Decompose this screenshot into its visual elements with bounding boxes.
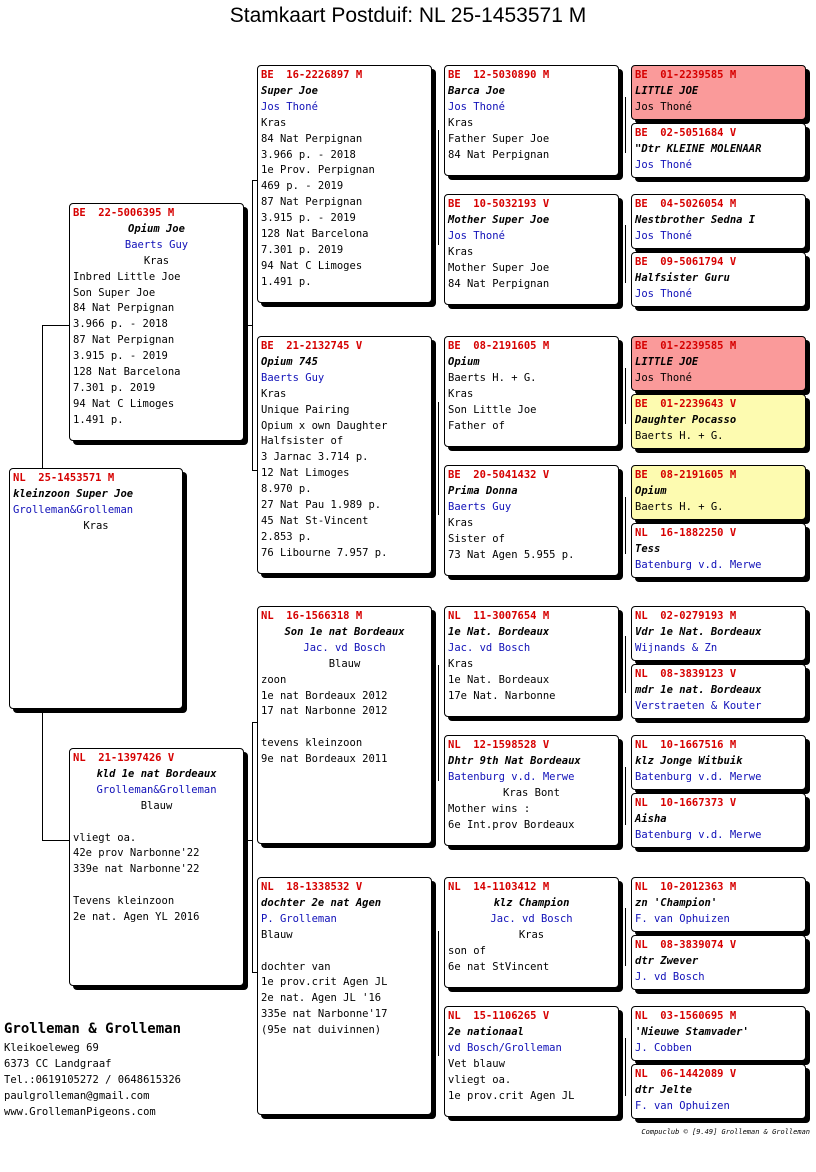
card-line: Dhtr 9th Nat Bordeaux (448, 754, 581, 767)
ring-number: BE 01-2239585 M (635, 340, 737, 352)
card-line: Tevens kleinzoon (73, 895, 175, 908)
ring-number: NL 14-1103412 M (448, 881, 550, 893)
connector (625, 908, 626, 966)
card-line: Blauw (140, 799, 173, 812)
connector (42, 710, 43, 840)
card-line: Jos Thoné (635, 287, 692, 300)
card-line: 94 Nat C Limoges (261, 259, 363, 272)
card-line: 3 Jarnac 3.714 p. (261, 451, 369, 464)
card-line: 3.915 p. - 2019 (261, 212, 356, 225)
card-line: Mother Super Joe (448, 261, 550, 274)
connector (438, 130, 439, 245)
page-title: Stamkaart Postduif: NL 25-1453571 M (229, 4, 587, 27)
connector (244, 325, 252, 326)
card-line (261, 944, 428, 960)
pigeon-card-ssd[interactable] (444, 194, 619, 305)
card-line: Super Joe (261, 84, 318, 97)
card-line: Baerts H. + G. (635, 500, 724, 513)
card-line: 45 Nat St-Vincent (261, 514, 369, 527)
card-line: Son Super Joe (73, 286, 156, 299)
connector (252, 722, 253, 972)
card-line: (95e nat duivinnen) (261, 1024, 382, 1037)
pigeon-card-ddd[interactable] (444, 1006, 619, 1117)
pigeon-card-sds[interactable] (444, 336, 619, 447)
card-line: Kras (448, 657, 474, 670)
pigeon-card-g11[interactable] (631, 735, 806, 790)
ring-number: NL 11-3007654 M (448, 610, 550, 622)
card-line: "Dtr KLEINE MOLENAAR (635, 142, 762, 155)
card-line: Kras (448, 245, 474, 258)
card-line: 3.966 p. - 2018 (73, 318, 168, 331)
connector (244, 840, 252, 841)
pigeon-card-g12[interactable] (631, 793, 806, 848)
card-line: Kras (448, 387, 474, 400)
card-line: 128 Nat Barcelona (73, 366, 181, 379)
card-line: F. van Ophuizen (635, 912, 730, 925)
card-line: 6e Int.prov Bordeaux (448, 818, 575, 831)
card-line: Baerts H. + G. (635, 429, 724, 442)
card-line: Baerts Guy (448, 500, 512, 513)
connector (625, 497, 626, 554)
card-line: Kras (83, 519, 109, 532)
pigeon-card-g15[interactable] (631, 1006, 806, 1061)
card-line: 3.966 p. - 2018 (261, 148, 356, 161)
card-line: Jos Thoné (635, 100, 692, 113)
card-line: klz Champion (493, 896, 570, 909)
card-line: 'Nieuwe Stamvader' (635, 1025, 749, 1038)
software-credit: Compuclub © [9.49] Grolleman & Grolleman (641, 1128, 810, 1136)
card-line: 8.970 p. (261, 483, 312, 496)
ring-number: NL 16-1566318 M (261, 610, 363, 622)
card-line: Kras Bont (503, 786, 560, 799)
card-line: zn 'Champion' (635, 896, 718, 909)
pigeon-card-dam-dam[interactable] (257, 877, 432, 1115)
ring-number: BE 16-2226897 M (261, 69, 363, 81)
ring-number: BE 10-5032193 V (448, 198, 550, 210)
card-line: Blauw (328, 657, 361, 670)
card-line: Batenburg v.d. Merwe (635, 828, 762, 841)
card-line: Opium x own Daughter (261, 419, 388, 432)
card-line: dtr Zwever (635, 954, 699, 967)
card-line: 12 Nat Limoges (261, 467, 350, 480)
ring-number: BE 08-2191605 M (448, 340, 550, 352)
ring-number: NL 03-1560695 M (635, 1010, 737, 1022)
card-line: Kras (261, 387, 287, 400)
card-line: vliegt oa. (448, 1073, 512, 1086)
card-line: klz Jonge Witbuik (635, 754, 743, 767)
card-line: 27 Nat Pau 1.989 p. (261, 499, 382, 512)
ring-number: NL 15-1106265 V (448, 1010, 550, 1022)
ring-number: NL 12-1598528 V (448, 739, 550, 751)
card-line: dochter van (261, 960, 331, 973)
connector (625, 368, 626, 424)
pigeon-card-g3[interactable] (631, 194, 806, 249)
ring-number: NL 08-3839074 V (635, 939, 737, 951)
owner-name: Grolleman & Grolleman (4, 1021, 182, 1037)
card-line: zoon (261, 673, 287, 686)
connector (625, 1038, 626, 1096)
card-line: 2.853 p. (261, 530, 312, 543)
card-line: 128 Nat Barcelona (261, 228, 369, 241)
card-line: Kras (518, 928, 545, 941)
connector (625, 97, 626, 153)
card-line: 1e prov.crit Agen JL (261, 976, 388, 989)
ring-number: BE 01-2239643 V (635, 398, 737, 410)
owner-website[interactable]: www.GrollemanPigeons.com (4, 1106, 156, 1118)
pigeon-card-g7[interactable] (631, 465, 806, 520)
pigeon-card-subject[interactable] (9, 468, 183, 709)
card-line: 7.301 p. 2019 (73, 381, 156, 394)
card-line: Verstraeten & Kouter (635, 699, 762, 712)
connector (438, 402, 439, 515)
pigeon-card-g8[interactable] (631, 523, 806, 578)
card-line: 1e prov.crit Agen JL (448, 1089, 575, 1102)
card-line: Batenburg v.d. Merwe (448, 770, 575, 783)
card-line: 6e nat StVincent (448, 960, 550, 973)
card-line: dtr Jelte (635, 1083, 692, 1096)
card-line: Jos Thoné (635, 371, 692, 384)
connector (42, 840, 70, 841)
card-line: 1e Prov. Perpignan (261, 164, 375, 177)
pigeon-card-g13[interactable] (631, 877, 806, 932)
ring-number: NL 10-1667373 V (635, 797, 737, 809)
ring-number: NL 18-1338532 V (261, 881, 363, 893)
card-line: Mother wins : (448, 802, 531, 815)
card-line: Jos Thoné (448, 100, 505, 113)
owner-email[interactable]: paulgrolleman@gmail.com (4, 1090, 150, 1102)
card-line: Vet blauw (448, 1057, 505, 1070)
card-line: Kras (448, 116, 474, 129)
card-line: Unique Pairing (261, 403, 350, 416)
connector (625, 767, 626, 825)
card-line: Kras (261, 116, 287, 129)
owner-address-line: Kleikoeleweg 69 (4, 1042, 99, 1054)
card-line: 2e nat. Agen JL '16 (261, 992, 382, 1005)
card-line: Aisha (635, 812, 667, 825)
ring-number: NL 10-1667516 M (635, 739, 737, 751)
card-line: F. van Ophuizen (635, 1099, 730, 1112)
ring-number: NL 21-1397426 V (73, 752, 175, 764)
card-line: kld 1e nat Bordeaux (96, 767, 217, 780)
card-line: Halfsister Guru (635, 271, 730, 284)
card-line: Opium 745 (261, 355, 318, 368)
card-line: 9e nat Bordeaux 2011 (261, 753, 388, 766)
ring-number: NL 08-3839123 V (635, 668, 737, 680)
card-line: Jac. vd Bosch (448, 641, 531, 654)
card-line: tevens kleinzoon (261, 737, 363, 750)
card-line: Blauw (261, 928, 293, 941)
card-line: mdr 1e nat. Bordeaux (635, 683, 762, 696)
card-line: Baerts Guy (261, 371, 325, 384)
card-line: 84 Nat Perpignan (73, 302, 175, 315)
connector (42, 325, 70, 326)
card-line: Wijnands & Zn (635, 641, 718, 654)
card-line: Batenburg v.d. Merwe (635, 558, 762, 571)
card-line: Opium Joe (128, 222, 185, 235)
card-line: Batenburg v.d. Merwe (635, 770, 762, 783)
owner-phone: Tel.:0619105272 / 0648615326 (4, 1074, 182, 1086)
card-line: 1e Nat. Bordeaux (448, 625, 550, 638)
card-line: Jac. vd Bosch (490, 912, 573, 925)
pigeon-card-g4[interactable] (631, 252, 806, 307)
pigeon-card-g2[interactable] (631, 123, 806, 178)
ring-number: BE 20-5041432 V (448, 469, 550, 481)
pigeon-card-dam[interactable] (69, 748, 244, 986)
connector (625, 225, 626, 283)
ring-number: NL 06-1442089 V (635, 1068, 737, 1080)
ring-number: BE 21-2132745 V (261, 340, 363, 352)
owner-info (4, 1018, 181, 1120)
pigeon-card-g6[interactable] (631, 394, 806, 449)
ring-number: BE 08-2191605 M (635, 469, 737, 481)
card-line: P. Grolleman (261, 912, 337, 925)
card-line: 2e nationaal (448, 1025, 524, 1038)
card-line: 84 Nat Perpignan (448, 277, 550, 290)
card-line: Jac. vd Bosch (303, 641, 386, 654)
card-line: Baerts H. + G. (448, 371, 537, 384)
card-line: 339e nat Narbonne'22 (73, 863, 200, 876)
pigeon-card-sire[interactable] (69, 203, 244, 441)
card-line: 73 Nat Agen 5.955 p. (448, 548, 575, 561)
card-line (73, 878, 240, 894)
pigeon-card-dam-sire[interactable] (257, 606, 432, 844)
card-line: 335e nat Narbonne'17 (261, 1008, 388, 1021)
card-line: Father of (448, 419, 505, 432)
card-line: Prima Donna (448, 484, 518, 497)
pigeon-card-dds[interactable] (444, 877, 619, 988)
ring-number: NL 25-1453571 M (13, 472, 115, 484)
ring-number: NL 16-1882250 V (635, 527, 737, 539)
pigeon-card-sss[interactable] (444, 65, 619, 176)
card-line: Halfsister of (261, 435, 344, 448)
card-line: J. vd Bosch (635, 970, 705, 983)
card-line: J. Cobben (635, 1041, 692, 1054)
connector (42, 325, 43, 472)
ring-number: NL 10-2012363 M (635, 881, 737, 893)
card-line: Jos Thoné (261, 100, 318, 113)
card-line: Kras (448, 516, 474, 529)
card-line: Jos Thoné (635, 158, 692, 171)
card-line: Nestbrother Sedna I (635, 213, 756, 226)
connector (252, 180, 253, 470)
card-line: LITTLE JOE (635, 84, 699, 97)
pigeon-card-g5[interactable] (631, 336, 806, 391)
card-line: vd Bosch/Grolleman (448, 1041, 562, 1054)
card-line: Opium (448, 355, 480, 368)
card-line: 17e Nat. Narbonne (448, 689, 556, 702)
ring-number: BE 02-5051684 V (635, 127, 737, 139)
card-line: Mother Super Joe (448, 213, 550, 226)
pigeon-card-dsd[interactable] (444, 735, 619, 846)
ring-number: BE 09-5061794 V (635, 256, 737, 268)
card-line: 42e prov Narbonne'22 (73, 847, 200, 860)
card-line: 7.301 p. 2019 (261, 243, 344, 256)
card-line: Jos Thoné (635, 229, 692, 242)
connector (625, 636, 626, 693)
ring-number: BE 12-5030890 M (448, 69, 550, 81)
ring-number: BE 22-5006395 M (73, 207, 175, 219)
card-line: 1e nat Bordeaux 2012 (261, 689, 388, 702)
ring-number: BE 01-2239585 M (635, 69, 737, 81)
card-line: Sister of (448, 532, 505, 545)
pigeon-card-g14[interactable] (631, 935, 806, 990)
card-line: 87 Nat Perpignan (73, 334, 175, 347)
card-line: Inbred Little Joe (73, 270, 181, 283)
pigeon-card-g9[interactable] (631, 606, 806, 661)
pigeon-card-g16[interactable] (631, 1064, 806, 1119)
connector (438, 665, 439, 781)
pigeon-card-sire-dam[interactable] (257, 336, 432, 574)
ring-number: NL 02-0279193 M (635, 610, 737, 622)
card-line: 17 nat Narbonne 2012 (261, 705, 388, 718)
card-line: 84 Nat Perpignan (448, 148, 550, 161)
card-line: Opium (635, 484, 667, 497)
card-line: Jos Thoné (448, 229, 505, 242)
card-line: Barca Joe (448, 84, 505, 97)
connector (438, 931, 439, 1056)
card-line: 76 Libourne 7.957 p. (261, 546, 388, 559)
card-line (261, 720, 428, 736)
card-line: 1.491 p. (73, 413, 124, 426)
card-line: 469 p. - 2019 (261, 180, 344, 193)
card-line: LITTLE JOE (635, 355, 699, 368)
card-line: Grolleman&Grolleman (13, 503, 134, 516)
card-line: 87 Nat Perpignan (261, 196, 363, 209)
card-line: Vdr 1e Nat. Bordeaux (635, 625, 762, 638)
card-line: Son Little Joe (448, 403, 537, 416)
card-line: vliegt oa. (73, 831, 137, 844)
card-line: 84 Nat Perpignan (261, 132, 363, 145)
card-line: 3.915 p. - 2019 (73, 350, 168, 363)
card-line: Daughter Pocasso (635, 413, 737, 426)
card-line: Kras (143, 254, 170, 267)
card-line: 2e nat. Agen YL 2016 (73, 911, 200, 924)
card-line: 94 Nat C Limoges (73, 397, 175, 410)
pigeon-card-sire-sire[interactable] (257, 65, 432, 303)
card-line: son of (448, 944, 486, 957)
pigeon-card-sdd[interactable] (444, 465, 619, 576)
card-line: Grolleman&Grolleman (96, 783, 217, 796)
pigeon-card-g1[interactable] (631, 65, 806, 120)
owner-address-line: 6373 CC Landgraaf (4, 1058, 112, 1070)
card-line: Tess (635, 542, 661, 555)
card-line: 1e Nat. Bordeaux (448, 673, 550, 686)
card-line: Son 1e nat Bordeaux (284, 625, 405, 638)
card-line: Father Super Joe (448, 132, 550, 145)
card-line: kleinzoon Super Joe (13, 487, 134, 500)
card-line: 1.491 p. (261, 275, 312, 288)
card-line (73, 815, 240, 831)
pigeon-card-dss[interactable] (444, 606, 619, 717)
ring-number: BE 04-5026054 M (635, 198, 737, 210)
card-line: Baerts Guy (124, 238, 189, 251)
pigeon-card-g10[interactable] (631, 664, 806, 719)
card-line: dochter 2e nat Agen (261, 896, 382, 909)
